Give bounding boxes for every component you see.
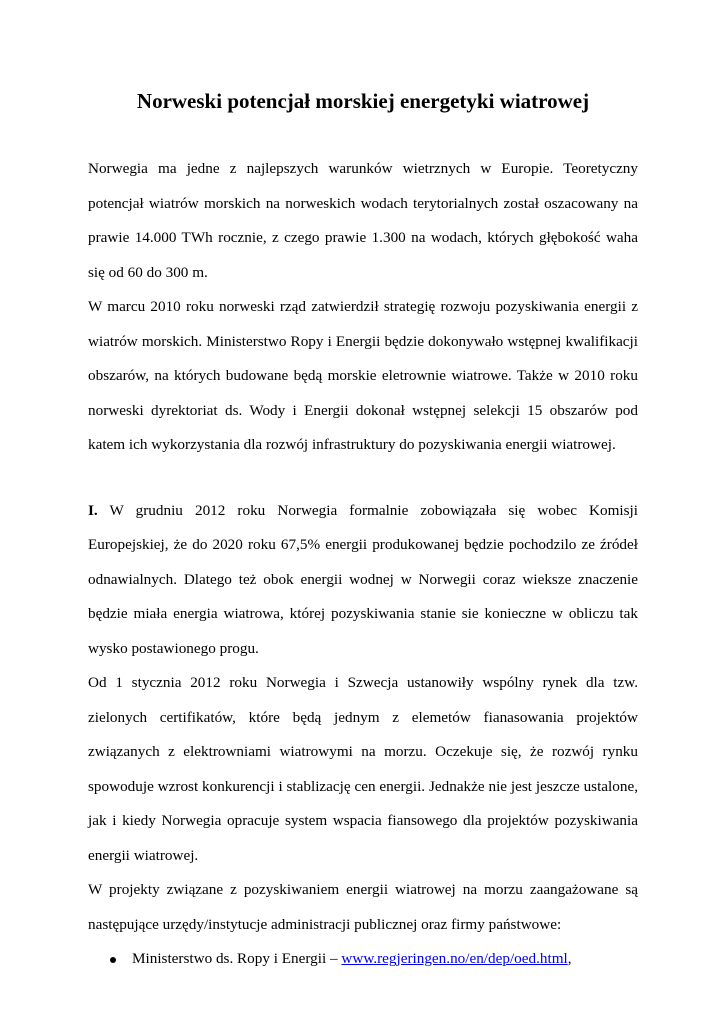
paragraph-green-certificates: Od 1 stycznia 2012 roku Norwegia i Szwecja ustanowiły wspólny rynek dla tzw. zielonych certifikatów, które będą jednym z elemetów fianasowania projektów związanych z elektrowniami wiatrowymi na morzu. Oczekuje się, że rozwój rynku spowoduje wzrost konkurencji i stablizację cen energii. Jednakże nie jest jeszcze ustalone, jak i kiedy Norwegia opracuje system wspacia fiansowego dla projektów pozyskiwania energii wiatrowej. bbox=[88, 674, 638, 864]
list-item-text bbox=[132, 950, 572, 967]
list-item-suffix: , bbox=[567, 950, 572, 967]
ministry-link[interactable]: www.regjeringen.no/en/dep/oed.html bbox=[341, 950, 568, 967]
paragraph-government-strategy: W marcu 2010 roku norweski rząd zatwierdził strategię rozwoju pozyskiwania energii z wiatrów morskich. Ministerstwo Ropy i Energii będzie dokonywało wstępnej kwalifikacji obszarów, na których budowane będą morskie eletrownie wiatrowe. Także w 2010 roku norweski dyrektoriat ds. Wody i Energii dokonał wstępnej selekcji 15 obszarów pod katem ich wykorzystania dla rozwój infrastruktury do pozyskiwania energii wiatrowej. bbox=[88, 298, 638, 453]
paragraph-section-one bbox=[88, 494, 638, 667]
document-title: Norweski potencjał morskiej energetyki wiatrowej bbox=[136, 89, 590, 113]
institutions-list bbox=[88, 942, 638, 977]
bullet-icon bbox=[110, 957, 116, 963]
paragraph-section-one-text: W grudniu 2012 roku Norwegia formalnie zobowiązała się wobec Komisji Europejskiej, że do 2020 roku 67,5% energii produkowanej będzie pochodzilo ze źródeł odnawialnych. Dlatego też obok energii wodnej w Norwegii coraz wieksze znaczenie będzie miała energia wiatrowa, której pozyskiwania stanie sie konieczne w obliczu tak wysko postawionego progu. bbox=[88, 501, 638, 657]
section-marker: I. bbox=[88, 501, 98, 519]
paragraph-institutions-intro: W projekty związane z pozyskiwaniem energii wiatrowej na morzu zaangażowane są następujące urzędy/instytucje administracji publicznej oraz firmy państwowe: bbox=[88, 881, 638, 933]
list-item bbox=[88, 942, 638, 977]
institution-name: Ministerstwo ds. Ropy i Energii – bbox=[132, 950, 342, 967]
paragraph-wind-potential: Norwegia ma jedne z najlepszych warunków wietrznych w Europie. Teoretyczny potencjał wiatrów morskich na norweskich wodach terytorialnych został oszacowany na prawie 14.000 TWh rocznie, z czego prawie 1.300 na wodach, których głębokość waha się od 60 do 300 m. bbox=[88, 160, 638, 281]
